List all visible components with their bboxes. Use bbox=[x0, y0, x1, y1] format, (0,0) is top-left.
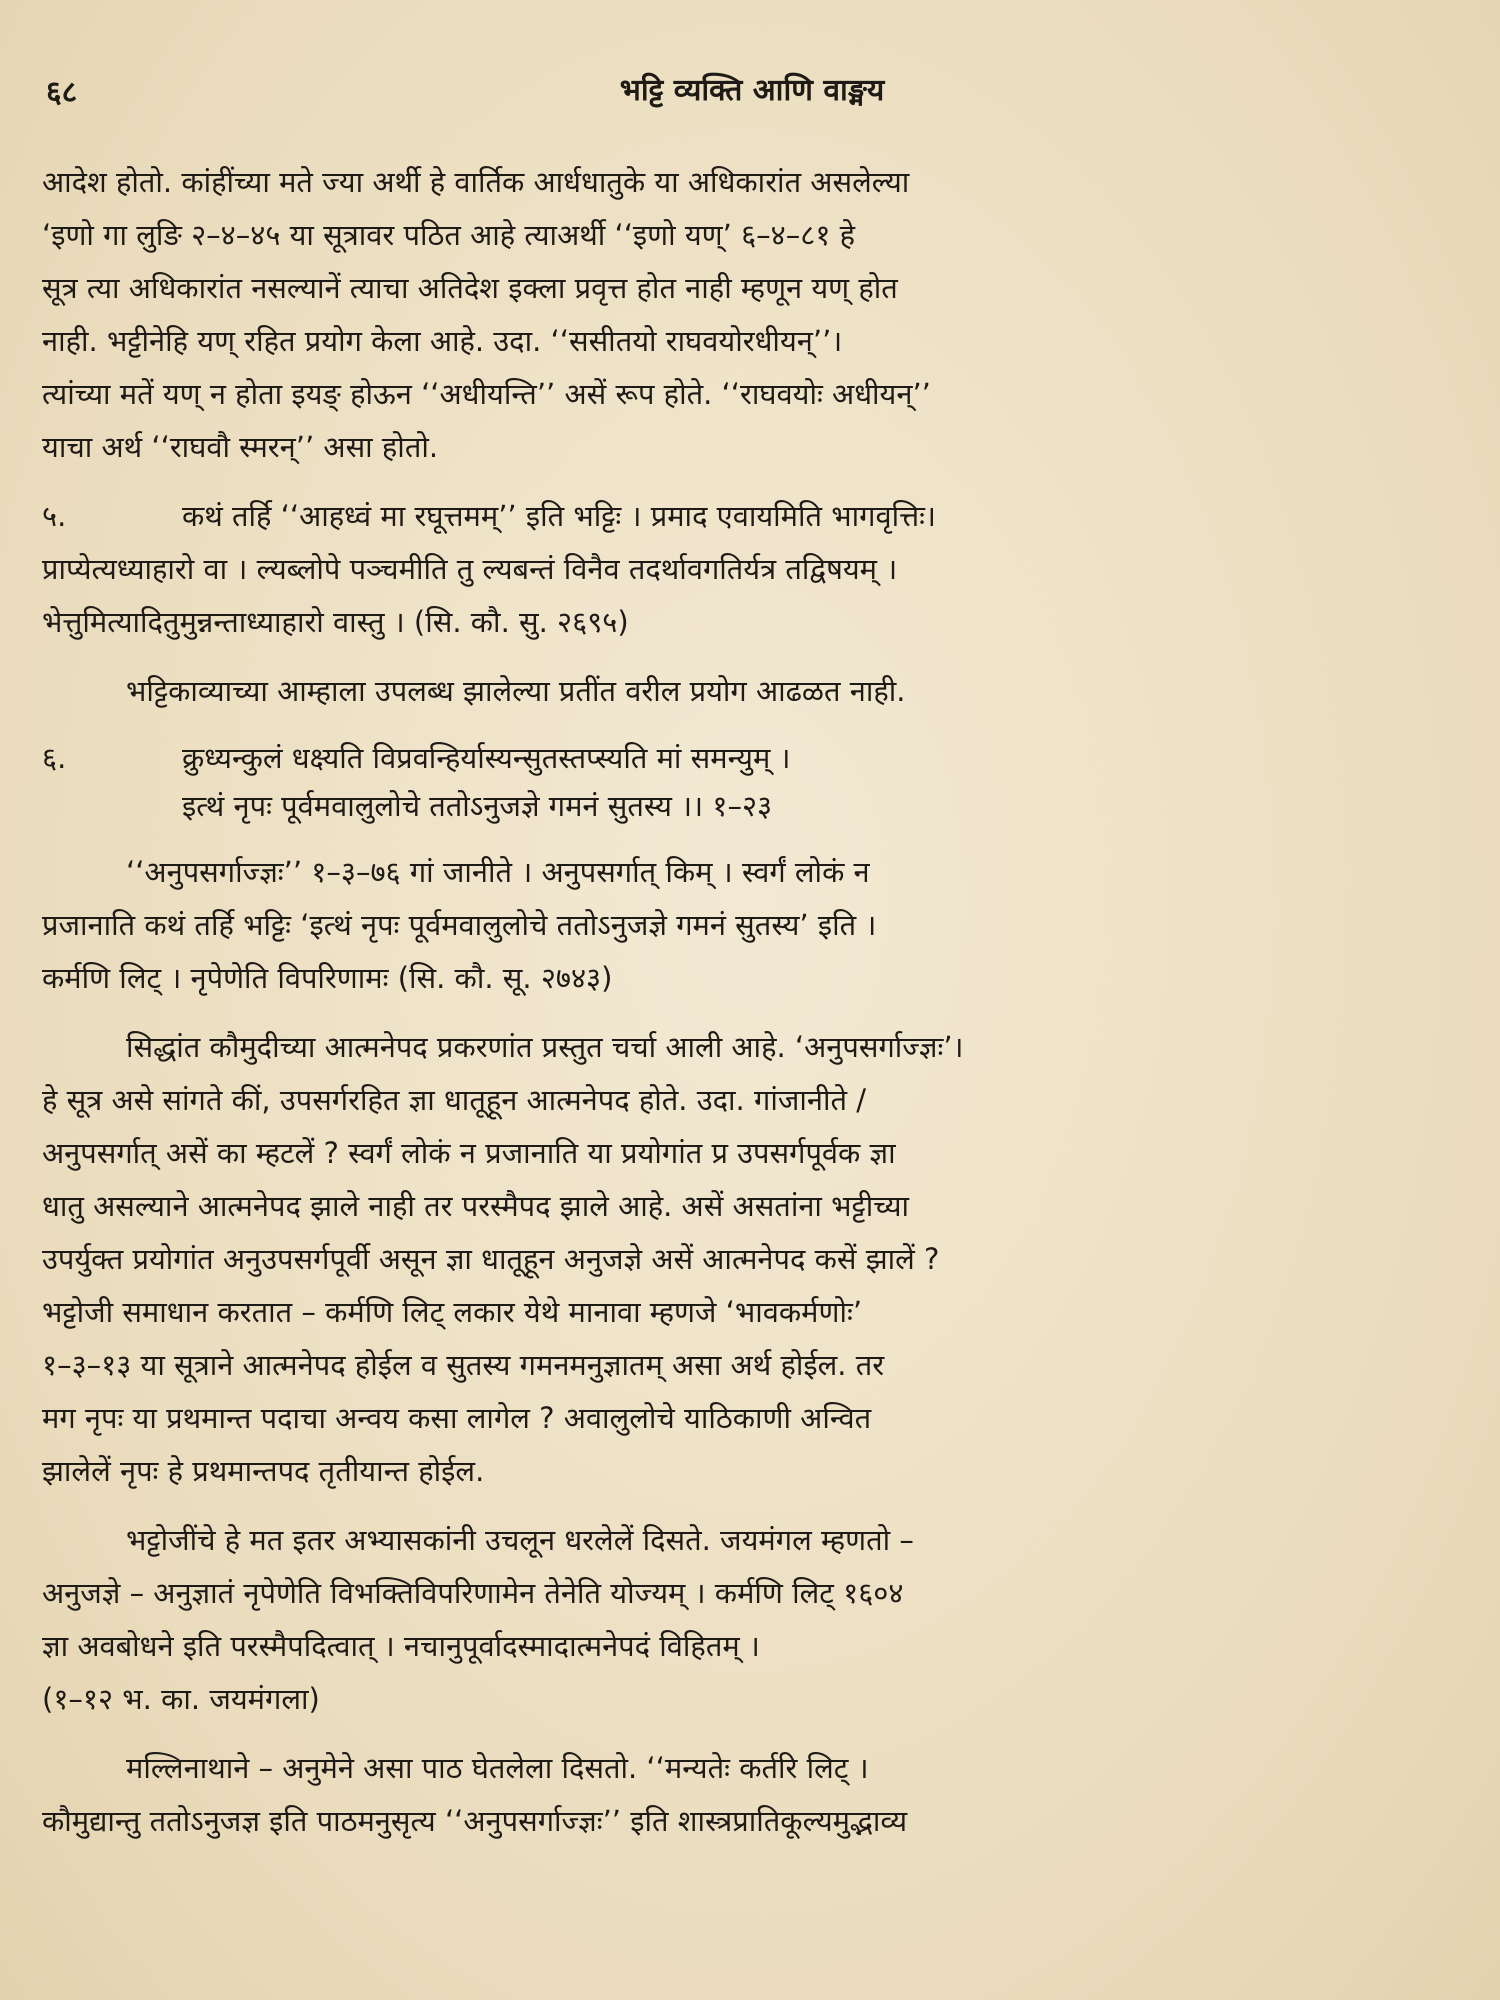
text-line: (१–१२ भ. का. जयमंगला) bbox=[42, 1682, 320, 1716]
note-number: ५. bbox=[42, 499, 67, 533]
text-line: १–३–१३ या सूत्राने आत्मनेपद होईल व सुतस्य गमनमनुज्ञातम् असा अर्थ होईल. तर bbox=[42, 1348, 885, 1382]
text-line: सिद्धांत कौमुदीच्या आत्मनेपद प्रकरणांत प्रस्तुत चर्चा आली आहे. ‘अनुपसर्गाज्ज्ञः’। bbox=[126, 1030, 964, 1064]
text-line: धातु असल्याने आत्मनेपद झाले नाही तर परस्मैपद झाले आहे. असें असतांना भट्टीच्या bbox=[42, 1189, 910, 1223]
text-line: अनुपसर्गात् असें का म्हटलें ? स्वर्गं लोकं न प्रजानाति या प्रयोगांत प्र उपसर्गपूर्वक ज्ञा bbox=[42, 1136, 896, 1170]
page-number: ६८ bbox=[46, 75, 78, 110]
paragraph-3: भट्टिकाव्याच्या आम्हाला उपलब्ध झालेल्या प्रतींत वरील प्रयोग आढळत नाही. bbox=[126, 674, 906, 708]
text-line: याचा अर्थ ‘‘राघवौ स्मरन्’’ असा होतो. bbox=[42, 430, 439, 464]
page-header bbox=[42, 60, 1462, 112]
verse-number: ६. bbox=[42, 741, 67, 775]
text-line: त्यांच्या मतें यण् न होता इयङ् होऊन ‘‘अधीयन्ति’’ असें रूप होते. ‘‘राघवयोः अधीयन्’’ bbox=[42, 377, 931, 411]
text-line: झालेलें नृपः हे प्रथमान्तपद तृतीयान्त होईल. bbox=[42, 1454, 485, 1488]
paragraph-7 bbox=[42, 1742, 1462, 1848]
text-line: कर्मणि लिट् । नृपेणेति विपरिणामः (सि. कौ. सू. २७४३) bbox=[42, 961, 613, 995]
text-line: आदेश होतो. कांहींच्या मते ज्या अर्थी हे वार्तिक आर्धधातुके या अधिकारांत असलेल्या bbox=[42, 165, 910, 199]
note-text: कथं तर्हि ‘‘आहध्वं मा रघूत्तमम्’’ इति भट्टिः । प्रमाद एवायमिति भागवृत्तिः। bbox=[182, 499, 937, 533]
verse-line: इत्थं नृपः पूर्वमवालुलोचे ततोऽनुजज्ञे गमनं सुतस्य ।। १–२३ bbox=[182, 789, 773, 823]
paragraph-6 bbox=[42, 1514, 1462, 1726]
text-line: ‘इणो गा लुङि २–४–४५ या सूत्रावर पठित आहे त्याअर्थी ‘‘इणो यण्’ ६–४–८१ हे bbox=[42, 218, 856, 252]
running-title: भट्टि व्यक्ति आणि वाङ्मय bbox=[619, 73, 885, 108]
text-line: भट्टोजी समाधान करतात – कर्मणि लिट् लकार येथे मानावा म्हणजे ‘भावकर्मणोः’ bbox=[42, 1295, 863, 1329]
text-line: नाही. भट्टीनेहि यण् रहित प्रयोग केला आहे. उदा. ‘‘ससीतयो राघवयोरधीयन्’’। bbox=[42, 324, 843, 358]
text-line: प्रजानाति कथं तर्हि भट्टिः ‘इत्थं नृपः पूर्वमवालुलोचे ततोऽनुजज्ञे गमनं सुतस्य’ इति । bbox=[42, 908, 877, 942]
verse-text: क्रुध्यन्कुलं धक्ष्यति विप्रवन्हिर्यास्यन्सुतस्तप्स्यति मां समन्युम् । bbox=[182, 741, 791, 775]
text-line: प्राप्येत्यध्याहारो वा । ल्यब्लोपे पञ्चमीति तु ल्यबन्तं विनैव तदर्थावगतिर्यत्र तद्विषयम् । bbox=[42, 552, 898, 586]
text-line bbox=[42, 490, 1462, 543]
text-line: हे सूत्र असे सांगते कीं, उपसर्गरहित ज्ञा धातूहून आत्मनेपद होते. उदा. गांजानीते / bbox=[42, 1083, 866, 1117]
text-line: मग नृपः या प्रथमान्त पदाचा अन्वय कसा लागेल ? अवालुलोचे याठिकाणी अन्वित bbox=[42, 1401, 872, 1435]
paragraph-1 bbox=[42, 156, 1462, 474]
text-line: भेत्तुमित्यादितुमुन्नन्ताध्याहारो वास्तु । (सि. कौ. सु. २६९५) bbox=[42, 605, 629, 639]
text-line: भट्टोजींचे हे मत इतर अभ्यासकांनी उचलून धरलेलें दिसते. जयमंगल म्हणतो – bbox=[126, 1523, 914, 1557]
paragraph-2 bbox=[42, 490, 1462, 649]
text-line: ‘‘अनुपसर्गाज्ज्ञः’’ १–३–७६ गां जानीते । अनुपसर्गात् किम् । स्वर्गं लोकं न bbox=[126, 855, 870, 889]
paragraph-5 bbox=[42, 1021, 1462, 1498]
text-line: ज्ञा अवबोधने इति परस्मैपदित्वात् । नचानुपूर्वादस्मादात्मनेपदं विहितम् । bbox=[42, 1629, 760, 1663]
verse-block bbox=[42, 734, 1462, 830]
verse-line bbox=[42, 734, 1462, 782]
text-line: कौमुद्यान्तु ततोऽनुजज्ञ इति पाठमनुसृत्य ‘‘अनुपसर्गाज्ज्ञः’’ इति शास्त्रप्रातिकूल्यमुद्भाव्य bbox=[42, 1804, 908, 1838]
paragraph-4 bbox=[42, 846, 1462, 1005]
text-line: उपर्युक्त प्रयोगांत अनुउपसर्गपूर्वी असून ज्ञा धातूहून अनुजज्ञे असें आत्मनेपद कसें झालें ? bbox=[42, 1242, 940, 1276]
text-line: अनुजज्ञे – अनुज्ञातं नृपेणेति विभक्तिविपरिणामेन तेनेति योज्यम् । कर्मणि लिट् १६०४ bbox=[42, 1576, 904, 1610]
text-line: मल्लिनाथाने – अनुमेने असा पाठ घेतलेला दिसतो. ‘‘मन्यतेः कर्तरि लिट् । bbox=[126, 1751, 869, 1785]
text-line: सूत्र त्या अधिकारांत नसल्यानें त्याचा अतिदेश इक्ला प्रवृत्त होत नाही म्हणून यण् होत bbox=[42, 271, 898, 305]
